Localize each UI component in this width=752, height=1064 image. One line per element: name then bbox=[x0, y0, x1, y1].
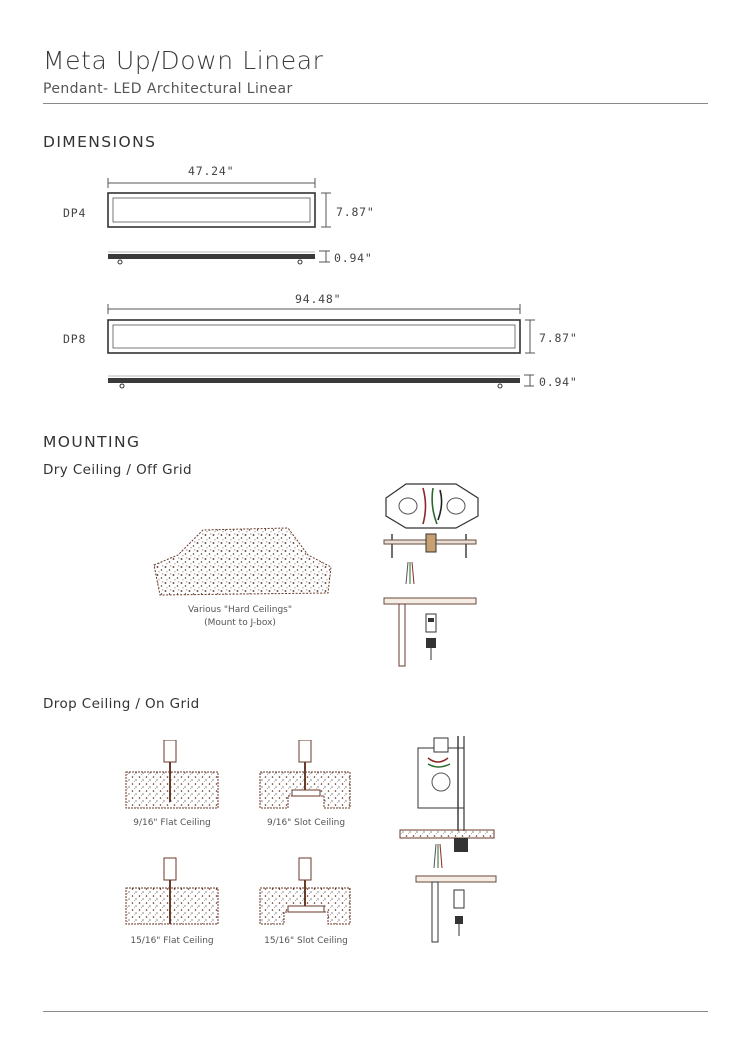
flat-ceiling-15-16 bbox=[126, 858, 218, 924]
dp8-height-label: 7.87" bbox=[539, 331, 578, 345]
hard-ceiling-caption-1: Various "Hard Ceilings" bbox=[187, 605, 293, 615]
footer-divider bbox=[43, 1011, 708, 1012]
dp4-length-label: 47.24" bbox=[188, 164, 235, 178]
drop-ceiling-heading: Drop Ceiling / On Grid bbox=[43, 696, 200, 712]
dp8-length-label: 94.48" bbox=[295, 292, 342, 306]
grid-mount-illustration bbox=[398, 736, 503, 946]
dry-ceiling-heading: Dry Ceiling / Off Grid bbox=[43, 462, 193, 478]
header-divider bbox=[43, 103, 708, 104]
dp8-depth-label: 0.94" bbox=[539, 375, 578, 389]
drop-ceiling-illustrations bbox=[124, 740, 359, 940]
mounting-heading: MOUNTING bbox=[43, 433, 141, 451]
caption-flat-9-16: 9/16" Flat Ceiling bbox=[133, 818, 211, 828]
slot-ceiling-9-16 bbox=[260, 740, 350, 808]
dp4-height-label: 7.87" bbox=[336, 205, 375, 219]
dp8-model-label: DP8 bbox=[63, 332, 87, 346]
hard-ceiling-illustration bbox=[148, 525, 338, 605]
page-title: Meta Up/Down Linear bbox=[43, 46, 324, 75]
jbox-mount-illustration bbox=[378, 478, 488, 673]
slot-ceiling-15-16 bbox=[260, 858, 350, 924]
flat-ceiling-9-16 bbox=[126, 740, 218, 808]
page-subtitle: Pendant- LED Architectural Linear bbox=[43, 81, 293, 97]
caption-slot-15-16: 15/16" Slot Ceiling bbox=[264, 936, 348, 946]
dimensions-heading: DIMENSIONS bbox=[43, 133, 157, 151]
dp4-drawing bbox=[100, 172, 335, 272]
caption-flat-15-16: 15/16" Flat Ceiling bbox=[130, 936, 214, 946]
dp4-depth-label: 0.94" bbox=[334, 251, 373, 265]
dp8-drawing bbox=[100, 298, 540, 398]
caption-slot-9-16: 9/16" Slot Ceiling bbox=[266, 818, 346, 828]
dp4-model-label: DP4 bbox=[63, 206, 87, 220]
hard-ceiling-caption-2: (Mount to J-box) bbox=[204, 618, 276, 628]
